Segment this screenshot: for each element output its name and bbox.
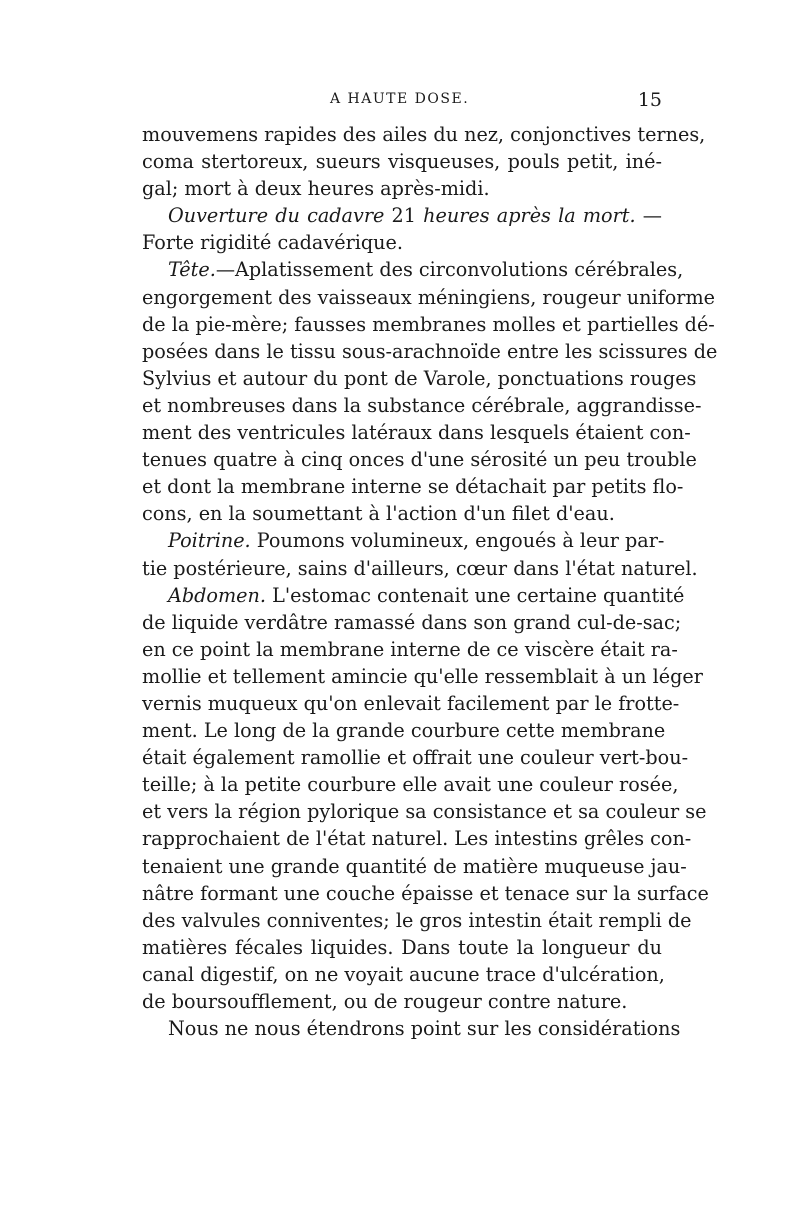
text-line: de liquide verdâtre ramassé dans son grand cul-de-sac; bbox=[142, 610, 682, 634]
text-fragment: Poumons volumineux, engoués à leur par- bbox=[250, 529, 665, 553]
text-line: teille; à la petite courbure elle avait une couleur rosée, bbox=[142, 773, 679, 797]
text-fragment: L'estomac contenait une certaine quantité bbox=[265, 583, 685, 607]
text-line: gal; mort à deux heures après-midi. bbox=[142, 177, 490, 201]
running-head bbox=[142, 91, 662, 121]
text-line: en ce point la membrane interne de ce viscère était ra- bbox=[142, 637, 678, 661]
section-heading-line bbox=[142, 202, 662, 229]
text-line: cons, en la soumettant à l'action d'un filet d'eau. bbox=[142, 502, 615, 526]
text-line: nâtre formant une couche épaisse et tenace sur la surface bbox=[142, 881, 709, 905]
text-line: posées dans le tissu sous-arachnoïde entre les scissures de bbox=[142, 339, 718, 363]
text-line: de la pie-mère; fausses membranes molles et partielles dé- bbox=[142, 312, 715, 336]
text-line: de boursoufflement, ou de rougeur contre nature. bbox=[142, 990, 628, 1013]
text-line: ment. Le long de la grande courbure cette membrane bbox=[142, 719, 666, 743]
page-number: 15 bbox=[637, 89, 662, 111]
text-line: Nous ne nous étendrons point sur les considérations bbox=[168, 1017, 681, 1041]
text-line: tenaient une grande quantité de matière muqueuse jau- bbox=[142, 854, 687, 878]
text-line: Forte rigidité cadavérique. bbox=[142, 231, 403, 255]
text-line: était également ramollie et offrait une couleur vert-bou- bbox=[142, 746, 689, 770]
text-line: mouvemens rapides des ailes du nez, conjonctives ternes, bbox=[142, 123, 706, 146]
text-line: et dont la membrane interne se détachait par petits flo- bbox=[142, 475, 684, 499]
body-text bbox=[142, 121, 718, 1042]
paragraph-start-line bbox=[142, 582, 685, 609]
text-line: ment des ventricules latéraux dans lesquels étaient con- bbox=[142, 421, 691, 445]
italic-fragment: heures après la mort. bbox=[423, 204, 636, 228]
text-line: tenues quatre à cinq onces d'une sérosité un peu trouble bbox=[142, 448, 697, 472]
text-line: et vers la région pylorique sa consistance et sa couleur se bbox=[142, 800, 707, 824]
paragraph-heading-tete: Tête. bbox=[168, 258, 216, 282]
text-line: et nombreuses dans la substance cérébrale, aggrandisse- bbox=[142, 393, 702, 417]
paragraph-heading-abdomen: Abdomen. bbox=[168, 583, 266, 607]
text-line: canal digestif, on ne voyait aucune trace d'ulcération, bbox=[142, 962, 665, 986]
text-line: vernis muqueux qu'on enlevait facilement par le frotte- bbox=[142, 691, 680, 715]
text-line: rapprochaient de l'état naturel. Les intestins grêles con- bbox=[142, 827, 692, 851]
text-line: coma stertoreux, sueurs visqueuses, pouls petit, iné- bbox=[142, 150, 662, 174]
text-line: mollie et tellement amincie qu'elle ressemblait à un léger bbox=[142, 664, 703, 688]
section-heading: Ouverture du cadavre bbox=[168, 204, 385, 228]
text-fragment: 21 bbox=[384, 204, 424, 228]
text-line: des valvules conniventes; le gros intestin était rempli de bbox=[142, 908, 692, 932]
text-fragment: — bbox=[635, 204, 662, 228]
text-line: matières fécales liquides. Dans toute la longueur du bbox=[142, 935, 662, 959]
paragraph-start-line bbox=[142, 527, 665, 554]
running-title: A HAUTE DOSE. bbox=[330, 91, 470, 107]
text-line: tie postérieure, sains d'ailleurs, cœur dans l'état naturel. bbox=[142, 556, 698, 580]
paragraph-heading-poitrine: Poitrine. bbox=[168, 529, 251, 553]
text-fragment: —Aplatissement des circonvolutions cérébrales, bbox=[215, 258, 684, 282]
text-line: Sylvius et autour du pont de Varole, ponctuations rouges bbox=[142, 366, 697, 390]
paragraph-start-line bbox=[142, 256, 684, 283]
text-line: engorgement des vaisseaux méningiens, rougeur uniforme bbox=[142, 285, 715, 309]
